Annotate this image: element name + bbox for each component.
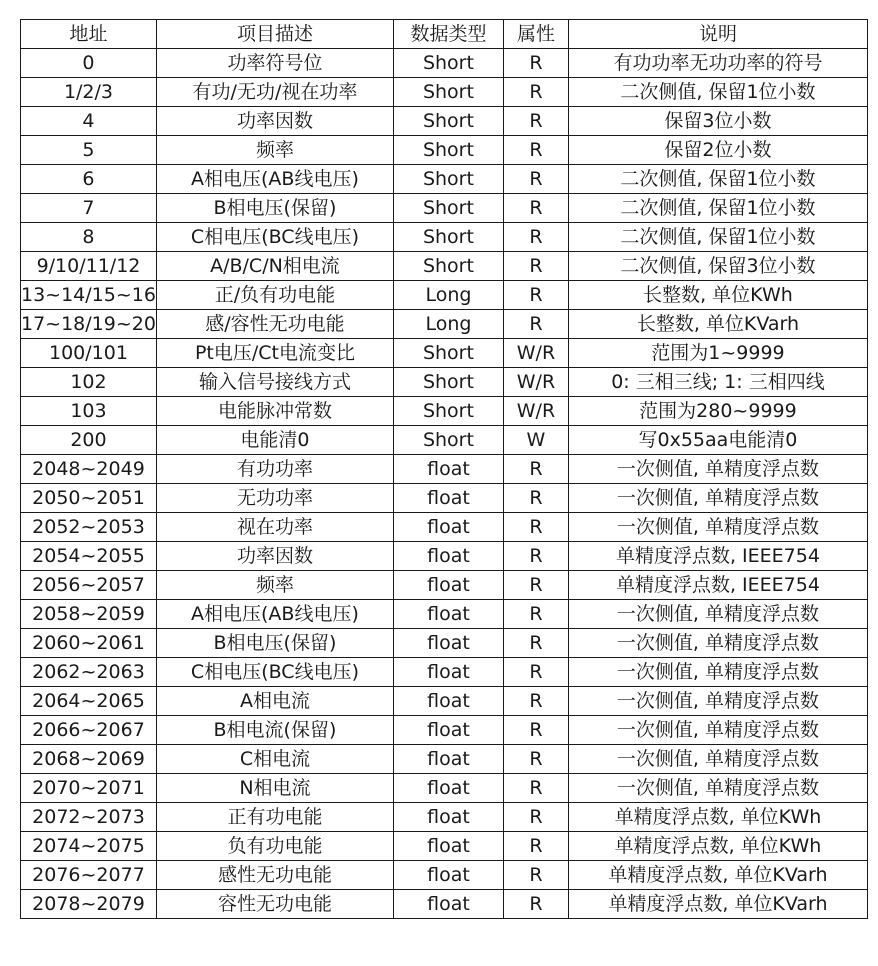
cell-attribute: R [503,716,568,745]
cell-description: 无功功率 [156,484,393,513]
cell-address: 2064~2065 [21,687,157,716]
cell-data-type: float [393,832,503,861]
cell-data-type: Short [393,368,503,397]
cell-attribute: R [503,513,568,542]
cell-notes: 一次侧值, 单精度浮点数 [568,455,867,484]
cell-address: 102 [21,368,157,397]
cell-notes: 0: 三相三线; 1: 三相四线 [568,368,867,397]
cell-data-type: Short [393,397,503,426]
register-table-container [20,19,868,919]
cell-address: 4 [21,107,157,136]
cell-address: 2060~2061 [21,629,157,658]
cell-data-type: Long [393,310,503,339]
cell-notes: 一次侧值, 单精度浮点数 [568,600,867,629]
cell-notes: 二次侧值, 保留1位小数 [568,165,867,194]
cell-address: 2078~2079 [21,890,157,919]
cell-notes: 写0x55aa电能清0 [568,426,867,455]
cell-attribute: R [503,658,568,687]
table-row [21,571,868,600]
cell-attribute: R [503,861,568,890]
table-row [21,455,868,484]
cell-notes: 范围为280~9999 [568,397,867,426]
cell-address: 0 [21,49,157,78]
cell-description: 有功功率 [156,455,393,484]
cell-data-type: Long [393,281,503,310]
cell-description: 电能清0 [156,426,393,455]
cell-data-type: Short [393,165,503,194]
cell-data-type: Short [393,426,503,455]
cell-description: 视在功率 [156,513,393,542]
cell-data-type: Short [393,339,503,368]
cell-description: B相电压(保留) [156,629,393,658]
cell-notes: 一次侧值, 单精度浮点数 [568,484,867,513]
cell-address: 17~18/19~20 [21,310,157,339]
table-header [21,20,868,49]
cell-address: 2052~2053 [21,513,157,542]
cell-notes: 范围为1~9999 [568,339,867,368]
cell-description: 输入信号接线方式 [156,368,393,397]
table-row [21,600,868,629]
cell-notes: 一次侧值, 单精度浮点数 [568,745,867,774]
cell-description: 频率 [156,571,393,600]
table-row [21,745,868,774]
cell-description: B相电流(保留) [156,716,393,745]
cell-address: 2050~2051 [21,484,157,513]
cell-address: 6 [21,165,157,194]
table-row [21,513,868,542]
cell-description: A相电压(AB线电压) [156,600,393,629]
cell-data-type: float [393,571,503,600]
table-row [21,368,868,397]
cell-address: 2074~2075 [21,832,157,861]
cell-attribute: W/R [503,368,568,397]
cell-description: A/B/C/N相电流 [156,252,393,281]
cell-address: 2066~2067 [21,716,157,745]
cell-data-type: float [393,629,503,658]
cell-description: 功率符号位 [156,49,393,78]
cell-attribute: R [503,890,568,919]
cell-notes: 一次侧值, 单精度浮点数 [568,513,867,542]
cell-attribute: R [503,165,568,194]
cell-data-type: Short [393,49,503,78]
cell-notes: 长整数, 单位KVarh [568,310,867,339]
cell-address: 1/2/3 [21,78,157,107]
table-row [21,832,868,861]
cell-data-type: Short [393,107,503,136]
cell-notes: 一次侧值, 单精度浮点数 [568,658,867,687]
cell-address: 8 [21,223,157,252]
cell-notes: 保留3位小数 [568,107,867,136]
cell-data-type: Short [393,252,503,281]
cell-notes: 单精度浮点数, 单位KVarh [568,861,867,890]
table-body [21,49,868,919]
cell-description: 功率因数 [156,542,393,571]
cell-address: 2062~2063 [21,658,157,687]
cell-attribute: R [503,832,568,861]
table-row [21,397,868,426]
header-row [21,20,868,49]
cell-description: 负有功电能 [156,832,393,861]
cell-address: 7 [21,194,157,223]
cell-notes: 一次侧值, 单精度浮点数 [568,687,867,716]
table-row [21,687,868,716]
cell-address: 13~14/15~16 [21,281,157,310]
cell-notes: 一次侧值, 单精度浮点数 [568,716,867,745]
cell-description: C相电压(BC线电压) [156,658,393,687]
table-row [21,339,868,368]
cell-data-type: float [393,600,503,629]
cell-notes: 二次侧值, 保留3位小数 [568,252,867,281]
cell-address: 2068~2069 [21,745,157,774]
cell-address: 2076~2077 [21,861,157,890]
table-row [21,107,868,136]
table-row [21,136,868,165]
cell-notes: 保留2位小数 [568,136,867,165]
cell-description: 正/负有功电能 [156,281,393,310]
cell-data-type: Short [393,136,503,165]
cell-attribute: R [503,484,568,513]
cell-address: 2072~2073 [21,803,157,832]
cell-address: 9/10/11/12 [21,252,157,281]
table-row [21,861,868,890]
cell-notes: 二次侧值, 保留1位小数 [568,78,867,107]
table-row [21,542,868,571]
cell-description: N相电流 [156,774,393,803]
cell-attribute: R [503,600,568,629]
cell-attribute: R [503,107,568,136]
cell-data-type: float [393,484,503,513]
cell-attribute: R [503,49,568,78]
cell-address: 5 [21,136,157,165]
table-row [21,223,868,252]
table-row [21,716,868,745]
cell-description: 感性无功电能 [156,861,393,890]
cell-data-type: float [393,542,503,571]
header-data-type: 数据类型 [393,20,503,49]
header-description: 项目描述 [156,20,393,49]
cell-data-type: float [393,890,503,919]
cell-notes: 一次侧值, 单精度浮点数 [568,629,867,658]
cell-data-type: float [393,658,503,687]
cell-notes: 长整数, 单位KWh [568,281,867,310]
cell-attribute: W/R [503,397,568,426]
cell-attribute: R [503,571,568,600]
cell-description: Pt电压/Ct电流变比 [156,339,393,368]
cell-attribute: R [503,542,568,571]
cell-attribute: R [503,194,568,223]
cell-address: 2070~2071 [21,774,157,803]
cell-description: 频率 [156,136,393,165]
cell-notes: 二次侧值, 保留1位小数 [568,223,867,252]
table-row [21,49,868,78]
cell-data-type: float [393,687,503,716]
cell-notes: 二次侧值, 保留1位小数 [568,194,867,223]
cell-data-type: Short [393,78,503,107]
table-row [21,78,868,107]
cell-address: 2058~2059 [21,600,157,629]
table-row [21,890,868,919]
cell-description: A相电压(AB线电压) [156,165,393,194]
table-row [21,774,868,803]
header-attribute: 属性 [503,20,568,49]
cell-attribute: R [503,803,568,832]
cell-description: A相电流 [156,687,393,716]
header-notes: 说明 [568,20,867,49]
cell-description: B相电压(保留) [156,194,393,223]
cell-description: 电能脉冲常数 [156,397,393,426]
cell-data-type: float [393,861,503,890]
cell-attribute: W [503,426,568,455]
table-row [21,426,868,455]
cell-notes: 单精度浮点数, 单位KWh [568,803,867,832]
cell-description: C相电压(BC线电压) [156,223,393,252]
cell-attribute: R [503,687,568,716]
cell-description: 有功/无功/视在功率 [156,78,393,107]
table-row [21,803,868,832]
cell-data-type: float [393,716,503,745]
table-row [21,629,868,658]
cell-data-type: float [393,513,503,542]
cell-attribute: R [503,136,568,165]
cell-attribute: R [503,78,568,107]
cell-attribute: R [503,455,568,484]
table-row [21,252,868,281]
cell-data-type: Short [393,223,503,252]
cell-description: 容性无功电能 [156,890,393,919]
cell-attribute: R [503,281,568,310]
cell-data-type: float [393,455,503,484]
cell-address: 2048~2049 [21,455,157,484]
cell-notes: 单精度浮点数, IEEE754 [568,571,867,600]
table-row [21,310,868,339]
cell-description: C相电流 [156,745,393,774]
cell-notes: 一次侧值, 单精度浮点数 [568,774,867,803]
cell-data-type: float [393,803,503,832]
table-row [21,165,868,194]
cell-notes: 有功功率无功功率的符号 [568,49,867,78]
cell-attribute: R [503,745,568,774]
cell-address: 103 [21,397,157,426]
register-table [20,19,868,919]
cell-notes: 单精度浮点数, IEEE754 [568,542,867,571]
cell-attribute: R [503,223,568,252]
cell-attribute: R [503,629,568,658]
cell-address: 2054~2055 [21,542,157,571]
cell-description: 感/容性无功电能 [156,310,393,339]
cell-description: 正有功电能 [156,803,393,832]
header-address: 地址 [21,20,157,49]
cell-notes: 单精度浮点数, 单位KVarh [568,890,867,919]
table-row [21,658,868,687]
cell-attribute: R [503,310,568,339]
cell-address: 200 [21,426,157,455]
cell-address: 2056~2057 [21,571,157,600]
cell-data-type: Short [393,194,503,223]
cell-data-type: float [393,745,503,774]
cell-notes: 单精度浮点数, 单位KWh [568,832,867,861]
table-row [21,194,868,223]
table-row [21,281,868,310]
cell-attribute: R [503,252,568,281]
cell-attribute: W/R [503,339,568,368]
table-row [21,484,868,513]
cell-address: 100/101 [21,339,157,368]
cell-data-type: float [393,774,503,803]
cell-attribute: R [503,774,568,803]
cell-description: 功率因数 [156,107,393,136]
